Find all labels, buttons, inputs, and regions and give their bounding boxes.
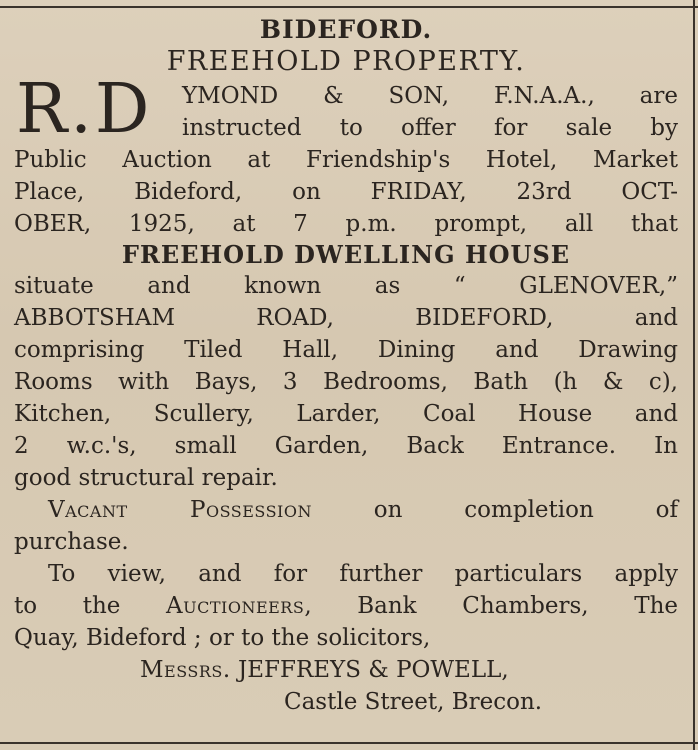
vacant-possession-text: on completion of bbox=[311, 497, 678, 523]
vacant-possession-line bbox=[14, 494, 678, 526]
top-rule bbox=[0, 6, 698, 8]
town-heading: BIDEFORD. bbox=[259, 15, 433, 44]
vacant-possession-line-2: purchase. bbox=[14, 529, 129, 555]
solicitors-name bbox=[14, 654, 678, 686]
viewing-line-2-pre: to the bbox=[14, 593, 166, 619]
bottom-rule bbox=[0, 742, 698, 744]
desc-line: Rooms with Bays, 3 Bedrooms, Bath (h & c), bbox=[14, 369, 678, 395]
drop-cap: R.D bbox=[16, 70, 153, 149]
viewing-line-2-post: , Bank Chambers, The bbox=[304, 593, 678, 619]
property-type-heading: FREEHOLD PROPERTY. bbox=[166, 46, 526, 77]
lead-line-1: YMOND & SON, F.N.A.A., are bbox=[182, 83, 678, 109]
solicitors-address: Castle Street, Brecon. bbox=[284, 689, 543, 715]
desc-line: 2 w.c.'s, small Garden, Back Entrance. In bbox=[14, 433, 678, 459]
solicitors-firm: JEFFREYS & POWELL, bbox=[230, 657, 509, 683]
viewing-line-2 bbox=[14, 590, 678, 622]
body-line: Public Auction at Friendship's Hotel, Market bbox=[14, 147, 678, 173]
viewing-line-1: To view, and for further particulars apply bbox=[48, 561, 678, 587]
property-heading: FREEHOLD DWELLING HOUSE bbox=[121, 240, 571, 269]
viewing-line-3: Quay, Bideford ; or to the solicitors, bbox=[14, 625, 431, 651]
desc-line: good structural repair. bbox=[14, 465, 278, 491]
desc-line: Kitchen, Scullery, Larder, Coal House and bbox=[14, 401, 678, 427]
lead-paragraph bbox=[14, 70, 678, 149]
body-line: Place, Bideford, on FRIDAY, 23rd OCT- bbox=[14, 179, 678, 205]
desc-line: situate and known as “ GLENOVER,” bbox=[14, 273, 678, 299]
advert-body bbox=[14, 14, 678, 718]
vacant-possession-label: Vacant Possession bbox=[48, 497, 312, 523]
desc-line: comprising Tiled Hall, Dining and Drawing bbox=[14, 337, 678, 363]
body-line: OBER, 1925, at 7 p.m. prompt, all that bbox=[14, 211, 678, 237]
messrs-label: Messrs. bbox=[140, 657, 231, 683]
lead-line-2: instructed to offer for sale by bbox=[182, 115, 678, 141]
desc-line: ABBOTSHAM ROAD, BIDEFORD, and bbox=[14, 305, 678, 331]
auctioneers-label: Auctioneers bbox=[166, 593, 305, 619]
right-rule bbox=[693, 0, 695, 750]
